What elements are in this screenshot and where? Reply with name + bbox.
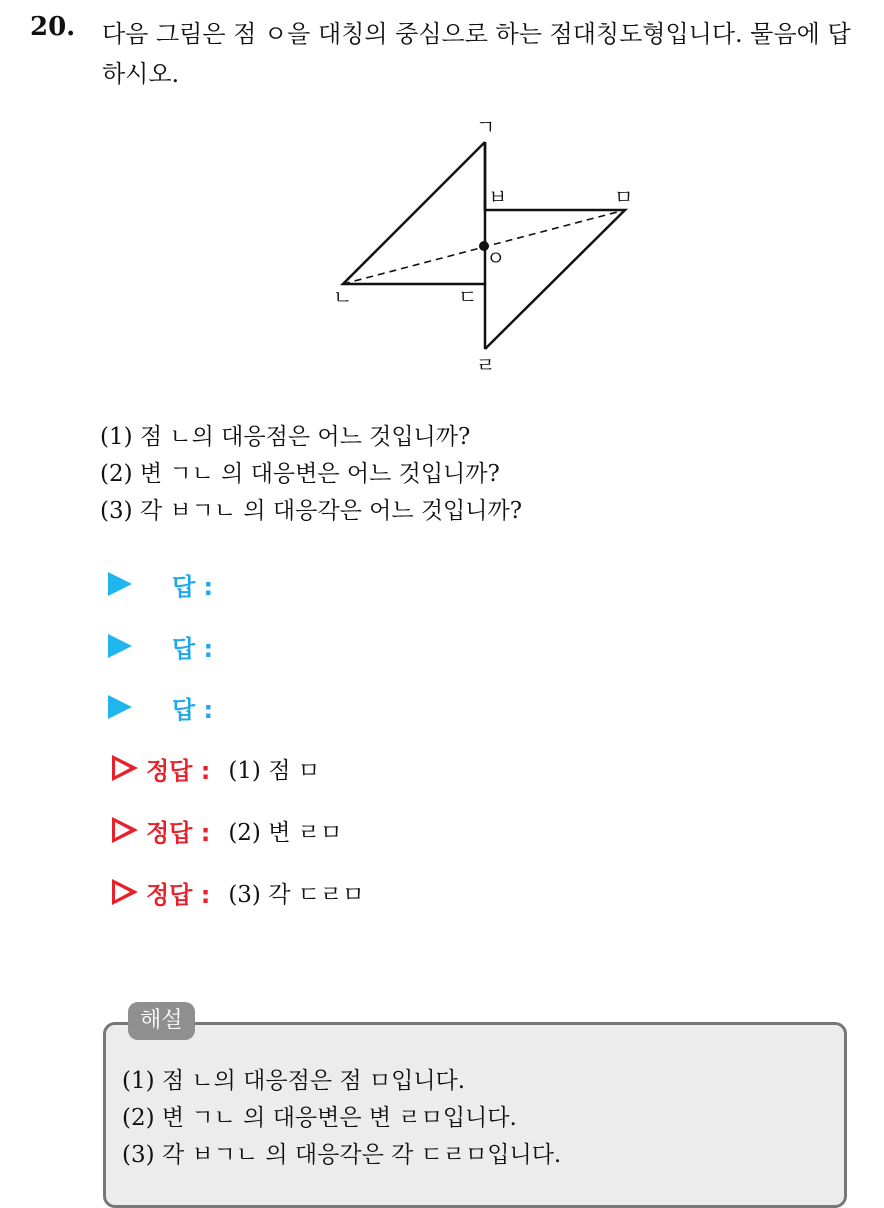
answer-row-2 — [108, 626, 213, 666]
question-text: 다음 그림은 점 ㅇ을 대칭의 중심으로 하는 점대칭도형입니다. 물음에 답하시오. — [102, 20, 851, 88]
answer-label: 답 : — [172, 572, 214, 601]
explanation-line-3: (3) 각 ㅂㄱㄴ 의 대응각은 각 ㄷㄹㅁ입니다. — [122, 1142, 562, 1168]
subquestion-2: (2) 변 ㄱㄴ 의 대응변은 어느 것입니까? — [100, 461, 500, 487]
answer-key-label: 정답 : — [146, 818, 211, 847]
label-m: ㅁ — [614, 185, 634, 209]
subquestion-1: (1) 점 ㄴ의 대응점은 어느 것입니까? — [100, 424, 471, 450]
figure-outline — [343, 142, 485, 284]
answer-key-row-2 — [112, 810, 342, 850]
answer-key-text: (1) 점 ㅁ — [228, 757, 320, 784]
label-b: ㅂ — [488, 185, 508, 209]
label-g: ㄱ — [476, 115, 496, 139]
question-number: 20. — [30, 12, 76, 42]
answer-label: 답 : — [172, 634, 214, 663]
label-d: ㄷ — [458, 285, 478, 309]
answer-row-3 — [108, 687, 213, 727]
answer-key-arrow-icon — [112, 755, 138, 781]
answer-arrow-icon — [108, 634, 132, 658]
subquestion-3: (3) 각 ㅂㄱㄴ 의 대응각은 어느 것입니까? — [100, 498, 523, 524]
explanation-line-2: (2) 변 ㄱㄴ 의 대응변은 변 ㄹㅁ입니다. — [122, 1105, 517, 1131]
label-n: ㄴ — [333, 285, 353, 309]
explanation-title: 해설 — [128, 1002, 195, 1040]
answer-key-text: (3) 각 ㄷㄹㅁ — [228, 881, 365, 908]
answer-key-row-3 — [112, 872, 364, 912]
answer-key-text: (2) 변 ㄹㅁ — [228, 819, 343, 846]
answer-key-row-1 — [112, 748, 320, 788]
answer-row-1 — [108, 564, 213, 604]
label-r: ㄹ — [476, 353, 496, 377]
answer-key-arrow-icon — [112, 817, 138, 843]
point-symmetry-figure — [300, 112, 660, 382]
figure-outline-lower — [485, 200, 625, 349]
answer-arrow-icon — [108, 695, 132, 719]
figure-svg — [300, 112, 660, 382]
answer-key-label: 정답 : — [146, 756, 211, 785]
answer-label: 답 : — [172, 695, 214, 724]
explanation-line-1: (1) 점 ㄴ의 대응점은 점 ㅁ입니다. — [122, 1068, 466, 1094]
label-o: ㅇ — [486, 246, 506, 270]
answer-key-label: 정답 : — [146, 880, 211, 909]
answer-arrow-icon — [108, 572, 132, 596]
answer-key-arrow-icon — [112, 879, 138, 905]
